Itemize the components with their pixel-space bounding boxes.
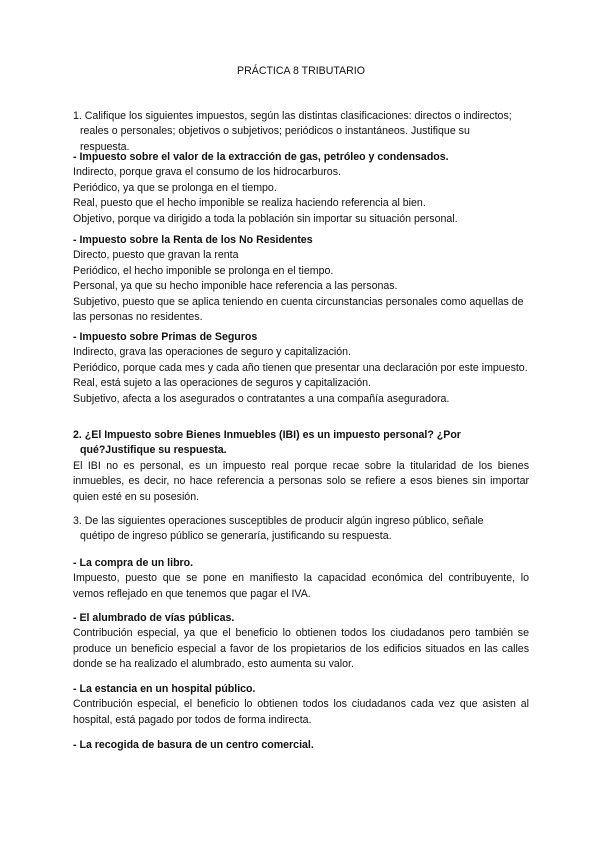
- section-gas-tax-line-4: Objetivo, porque va dirigido a toda la población sin importar su situación personal.: [73, 212, 458, 225]
- answer-public-hospital-heading: - La estancia en un hospital público.: [73, 683, 256, 695]
- section-gas-tax-line-1: Indirecto, porque grava el consumo de los hidrocarburos.: [73, 166, 341, 179]
- section-gas-tax-line-3: Real, puesto que el hecho imponible se realiza haciendo referencia al bien.: [73, 197, 426, 210]
- section-insurance-line-1: Indirecto, grava las operaciones de seguro y capitalización.: [73, 346, 351, 359]
- question-1: [73, 109, 529, 155]
- answer-garbage-collection: [73, 738, 529, 753]
- section-non-residents-line-4: Subjetivo, puesto que se aplica teniendo en cuenta circunstancias personales como aquellas de las personas no residentes.: [73, 295, 524, 324]
- answer-book-purchase-heading: - La compra de un libro.: [73, 557, 194, 569]
- answer-garbage-collection-heading: - La recogida de basura de un centro comercial.: [73, 739, 314, 751]
- answer-book-purchase-text: Impuesto, puesto que se pone en manifiesto la capacidad económica del contribuyente, lo vemos reflejado en que tenemos que pagar el IVA.: [73, 572, 529, 600]
- section-insurance-heading: - Impuesto sobre Primas de Seguros: [73, 331, 258, 343]
- answer-street-lighting: [73, 611, 529, 673]
- answer-book-purchase: [73, 556, 529, 602]
- section-gas-tax: [73, 150, 529, 227]
- section-insurance-tax: [73, 330, 529, 407]
- document-title: PRÁCTICA 8 TRIBUTARIO: [237, 65, 365, 77]
- question-2-heading-line-2: qué?Justifique su respuesta.: [80, 444, 227, 457]
- question-2-heading-line-1: 2. ¿El Impuesto sobre Bienes Inmuebles (IBI) es un impuesto personal? ¿Por: [73, 429, 461, 441]
- section-gas-tax-line-2: Periódico, ya que se prolonga en el tiempo.: [73, 181, 277, 194]
- section-insurance-line-2: Periódico, porque cada mes y cada año tienen que presentar una declaración por este impuesto.: [73, 361, 528, 374]
- question-2: [73, 428, 529, 505]
- section-insurance-line-4: Subjetivo, afecta a los asegurados o contratantes a una compañía aseguradora.: [73, 392, 450, 405]
- section-non-residents-line-3: Personal, ya que su hecho imponible hace referencia a las personas.: [73, 280, 398, 293]
- question-1-line-1: 1. Califique los siguientes impuestos, según las distintas clasificaciones: directos o indirectos;: [73, 110, 512, 122]
- question-1-line-2: reales o personales; objetivos o subjetivos; periódicos o instantáneos. Justifique su: [80, 125, 470, 138]
- section-non-residents-line-2: Periódico, el hecho imponible se prolonga en el tiempo.: [73, 264, 334, 277]
- question-2-answer: El IBI no es personal, es un impuesto real porque recae sobre la titularidad de los bienes inmuebles, es decir, no hace referencia a personas solo se refiere a esos bienes sin importar quien esté en su posesión.: [73, 459, 529, 503]
- section-non-residents-line-1: Directo, puesto que gravan la renta: [73, 249, 239, 262]
- section-non-residents-heading: - Impuesto sobre la Renta de los No Residentes: [73, 234, 313, 246]
- answer-street-lighting-text: Contribución especial, ya que el beneficio lo obtienen todos los ciudadanos pero también se produce un beneficio especial a favor de los propietarios de los edificios situados en las calles donde se ha realizado el alumbrado, esto aumenta su valor.: [73, 627, 529, 671]
- question-3-line-1: 3. De las siguientes operaciones susceptibles de producir algún ingreso público, señale: [73, 515, 484, 527]
- answer-public-hospital-text: Contribución especial, el beneficio lo obtienen todos los ciudadanos cada vez que asisten al hospital, está pagado por todos de forma indirecta.: [73, 698, 529, 726]
- answer-public-hospital: [73, 682, 529, 728]
- question-1-line-3: respuesta.: [80, 140, 130, 153]
- question-3: [73, 514, 529, 545]
- section-insurance-line-3: Real, está sujeto a las operaciones de seguros y capitalización.: [73, 377, 371, 390]
- answer-street-lighting-heading: - El alumbrado de vías públicas.: [73, 612, 235, 624]
- question-3-line-2: quétipo de ingreso público se generaría, justificando su respuesta.: [80, 530, 392, 543]
- section-non-residents-tax: [73, 233, 529, 325]
- section-gas-tax-heading: - Impuesto sobre el valor de la extracción de gas, petróleo y condensados.: [73, 151, 449, 163]
